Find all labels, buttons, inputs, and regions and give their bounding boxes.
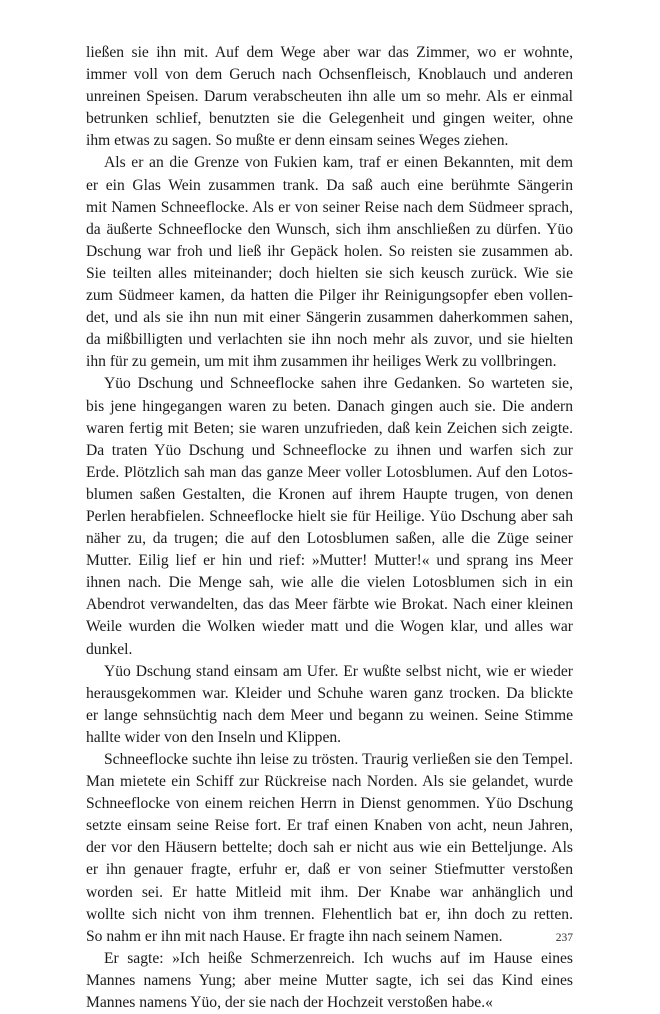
text-line: Erde. Plötzlich sah man das ganze Meer voller Lotosblumen. Auf den Lotos- [86, 463, 573, 481]
text-line: bis jene hingegangen waren zu beten. Danach gingen auch sie. Die andern [86, 397, 573, 415]
text-line: det, und als sie ihn nun mit einer Sängerin zusammen daherkommen sahen, [86, 309, 573, 327]
text-line: betrunken schlief, benutzten sie die Gelegenheit und gingen weiter, ohne [86, 110, 573, 128]
text-line: zum Südmeer kamen, da hatten die Pilger ihr Reinigungsopfer eben vollen- [86, 287, 573, 305]
text-line: immer voll von dem Geruch nach Ochsenfleisch, Knoblauch und anderen [86, 66, 573, 84]
text-line: ließen sie ihn mit. Auf dem Wege aber war das Zimmer, wo er wohnte, [86, 44, 573, 61]
text-line: mit Namen Schneeflocke. Als er von seiner Reise nach dem Südmeer sprach, [86, 198, 573, 216]
text-line: Er sagte: »Ich heiße Schmerzenreich. Ich wuchs auf im Hause eines [104, 949, 573, 967]
text-line: Dschung war froh und ließ ihr Gepäck holen. So reisten sie zusammen ab. [86, 242, 573, 260]
text-line: er ihn genauer fragte, erfuhr er, daß er von seiner Stiefmutter verstoßen [86, 861, 573, 879]
text-line: Mutter. Eilig lief er hin und rief: »Mutter! Mutter!« und sprang ins Meer [86, 552, 573, 570]
text-line: Als er an die Grenze von Fukien kam, traf er einen Bekannten, mit dem [104, 154, 573, 172]
text-line: wollte sich nicht von ihm trennen. Flehentlich bat er, ihn doch zu retten. [86, 905, 573, 923]
text-line: ihn für zu gemein, um mit ihm zusammen ihr heiliges Werk zu vollbringen. [86, 353, 557, 371]
text-line: er ein Glas Wein zusammen trank. Da saß auch eine berühmte Sängerin [86, 176, 573, 194]
text-line: Abendrot verwandelten, das das Meer färbte wie Brokat. Nach einer kleinen [86, 596, 573, 614]
text-line: So nahm er ihn mit nach Hause. Er fragte ihn nach seinem Namen. [86, 927, 503, 945]
text-line: näher zu, da trugen; die auf den Lotosblumen saßen, alle die Züge seiner [86, 530, 573, 548]
text-line: blumen saßen Gestalten, die Kronen auf ihrem Haupte trugen, von denen [86, 485, 573, 503]
text-line: ihm etwas zu sagen. So mußte er denn einsam seines Weges ziehen. [86, 132, 509, 150]
text-line: Perlen herabfielen. Schneeflocke hielt sie für Heilige. Yüo Dschung aber sah [86, 507, 573, 525]
body-text [86, 42, 573, 1014]
text-line: da äußerte Schneeflocke den Wunsch, sich ihm anschließen zu dürfen. Yüo [86, 220, 573, 238]
text-line: unreinen Speisen. Darum verabscheuten ihn alle um so mehr. Als er einmal [86, 88, 573, 106]
text-line: Weile wurden die Wolken wieder matt und die Wogen klar, und alles war [86, 618, 573, 636]
text-line: Schneeflocke suchte ihn leise zu trösten. Traurig verließen sie den Tempel. [104, 751, 573, 768]
page-number: 237 [555, 932, 573, 944]
text-line: herausgekommen war. Kleider und Schuhe waren ganz trocken. Da blickte [86, 684, 573, 702]
text-line: dunkel. [86, 640, 133, 658]
text-line: Yüo Dschung und Schneeflocke sahen ihre Gedanken. So warteten sie, [104, 375, 573, 393]
text-line: da mißbilligten und verlachten sie ihn noch mehr als zuvor, und sie hielten [86, 331, 573, 349]
text-line: Mannes namens Yung; aber meine Mutter sagte, ich sei das Kind eines [86, 971, 573, 989]
text-line: der vor den Häusern bettelte; doch sah er nicht aus wie ein Betteljunge. Als [86, 839, 573, 857]
text-line: Sie teilten alles miteinander; doch hielten sie sich keusch zurück. Wie sie [86, 264, 573, 282]
text-line: setzte einsam seine Reise fort. Er traf einen Knaben von acht, neun Jahren, [86, 817, 573, 835]
text-line: ihnen nach. Die Menge sah, wie alle die vielen Lotosblumen sich in ein [86, 574, 573, 592]
text-line: waren fertig mit Beten; sie waren unzufrieden, daß kein Zeichen sich zeigte. [86, 419, 573, 437]
text-line: er lange sehnsüchtig nach dem Meer und begann zu weinen. Seine Stimme [86, 706, 573, 724]
text-line: Yüo Dschung stand einsam am Ufer. Er wußte selbst nicht, wie er wieder [104, 662, 573, 680]
text-line: Da traten Yüo Dschung und Schneeflocke zu ihnen und warfen sich zur [86, 441, 573, 459]
text-line: Schneeflocke von einem reichen Herrn in Dienst genommen. Yüo Dschung [86, 795, 573, 813]
text-line: hallte wider von den Inseln und Klippen. [86, 728, 342, 746]
text-line: Man mietete ein Schiff zur Rückreise nach Norden. Als sie gelandet, wurde [86, 773, 573, 791]
text-line: Mannes namens Yüo, der sie nach der Hochzeit verstoßen habe.« [86, 994, 493, 1012]
text-line: worden sei. Er hatte Mitleid mit ihm. Der Knabe war anhänglich und [86, 883, 573, 901]
